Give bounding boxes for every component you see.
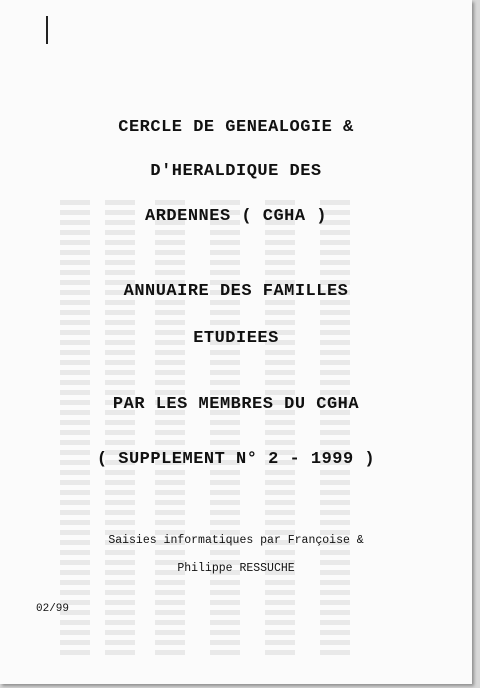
bleed-through-texture bbox=[60, 200, 390, 660]
title-line-5: ETUDIEES bbox=[193, 329, 279, 348]
margin-mark bbox=[46, 16, 48, 44]
credit-line-1: Saisies informatiques par Françoise & bbox=[108, 534, 364, 547]
title-line-1: CERCLE DE GENEALOGIE & bbox=[118, 118, 354, 137]
reference-code: 02/99 bbox=[36, 603, 70, 615]
title-line-3: ARDENNES ( CGHA ) bbox=[145, 207, 327, 226]
title-line-4: ANNUAIRE DES FAMILLES bbox=[123, 282, 349, 301]
title-line-2: D'HERALDIQUE DES bbox=[150, 162, 322, 181]
title-line-6: PAR LES MEMBRES DU CGHA bbox=[112, 395, 360, 414]
credit-line-2: Philippe RESSUCHE bbox=[177, 562, 295, 575]
supplement-line: ( SUPPLEMENT N° 2 - 1999 ) bbox=[96, 450, 376, 469]
